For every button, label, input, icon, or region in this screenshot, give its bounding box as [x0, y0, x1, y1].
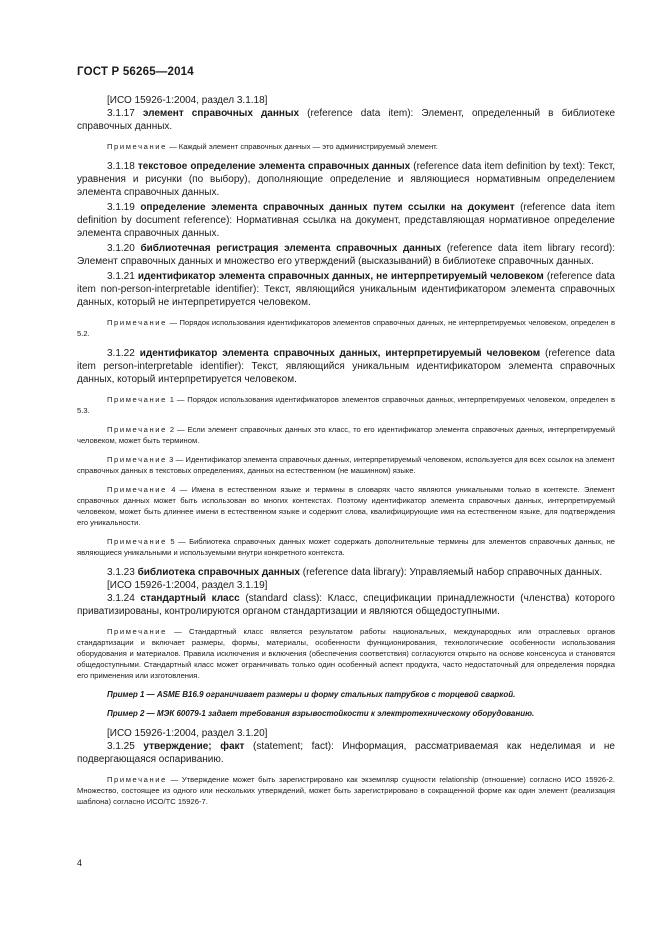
example: Пример 2 — МЭК 60079-1 задает требования взрывостойкости к электротехническому оборудованию. [107, 709, 535, 718]
note-text: — Каждый элемент справочных данных — это администрируемый элемент. [166, 142, 438, 151]
term-text: (standard class): Класс, спецификации принадлежности (членства) которого приватизированы, контролируются органом стандартизации и являются общедоступными. [77, 593, 615, 617]
term-text: (reference data item non-person-interpretable identifier): Текст, являющийся уникальным идентификатором элемента справочных данных, который не интерпретируется человеком. [77, 271, 615, 308]
note-label: Примечание [107, 537, 167, 546]
term-number: 3.1.23 [107, 567, 135, 578]
example: Пример 1 — ASME B16.9 ограничивает размеры и форму стальных патрубков с торцевой сваркой. [107, 690, 516, 699]
note [77, 774, 615, 807]
term-text: (reference data item library record): Элемент справочных данных и множество его утверждений (высказываний) в библиотеке справочных данных. [77, 243, 615, 267]
term-name: стандартный класс [140, 593, 240, 604]
note-text: — Утверждение может быть зарегистрировано как экземпляр сущности relationship (отношение) согласно ИСО 15926-2. Множество, состоящее из одного или нескольких утверждений, может быть зарегистрировано в сокращенной форме как один элемент (реализация шаблона) согласно ИСО/ТС 15926-7. [77, 775, 615, 806]
term-number: 3.1.20 [107, 243, 135, 254]
term-text: (reference data item definition by document reference): Нормативная ссылка на документ, представляющая нормативное определение элемента справочных данных. [77, 202, 616, 239]
term-number: 3.1.22 [107, 348, 135, 359]
note-text: 2 — Если элемент справочных данных это класс, то его идентификатор элемента справочных данных, интерпретируемый человеком, может быть термином. [77, 425, 615, 445]
note [77, 536, 615, 558]
page-number: 4 [77, 858, 83, 868]
term-text: (reference data library): Управляемый набор справочных данных. [299, 567, 603, 578]
source-reference: [ИСО 15926-1:2004, раздел 3.1.19] [107, 580, 268, 591]
note [77, 424, 615, 446]
term-text: (reference data item definition by text): Текст, уравнения и рисунки (по выбору), дополняющие определение и являющиеся нормативным определением элемента справочных данных. [77, 161, 615, 198]
term-name: библиотечная регистрация элемента справочных данных [140, 243, 442, 254]
note-label: Примечание [107, 775, 167, 784]
note-label: Примечание [107, 627, 167, 636]
source-reference: [ИСО 15926-1:2004, раздел 3.1.20] [107, 728, 268, 739]
note-text: 1 — Порядок использования идентификаторов элементов справочных данных, интерпретируемых человеком, определен в 5.3. [77, 395, 615, 415]
term-definition [77, 160, 615, 199]
note-text: 3 — Идентификатор элемента справочных данных, интерпретируемый человеком, используется для всех ссылок на элемент справочных данных в текстовых определениях, данных на естественном (не машинном) языке. [77, 455, 615, 475]
note-text: 5 — Библиотека справочных данных может содержать дополнительные термины для элементов справочных данных, не являющиеся уникальными и используемыми внутри конкретного контекста. [77, 537, 615, 557]
term-definition [77, 242, 615, 268]
term-name: утверждение; факт [143, 741, 245, 752]
term-name: идентификатор элемента справочных данных, интерпретируемый человеком [139, 348, 541, 359]
note-label: Примечание [107, 455, 167, 464]
note-label: Примечание [107, 395, 167, 404]
note-text: — Стандартный класс является результатом работы национальных, международных или отраслевых органов стандартизации и включает размеры, формы, материалы, особенности функционирования, технологические особенности использования оборудования и материалов. Правила исключения и включения (обеспечения соответствия) согласуются открыто на основе консенсуса и становятся общедоступными. Стандартный класс может ограничивать только один особенный аспект продукта, часто недостаточный для определения порядка его применения или изготовления. [77, 627, 615, 680]
term-number: 3.1.18 [107, 161, 135, 172]
note-text: — Порядок использования идентификаторов элементов справочных данных, не интерпретируемых человеком, определен в 5.2. [77, 318, 615, 338]
term-number: 3.1.24 [107, 593, 135, 604]
note [77, 317, 615, 339]
note-label: Примечание [107, 425, 167, 434]
page-header: ГОСТ Р 56265—2014 [77, 66, 194, 78]
term-number: 3.1.25 [107, 741, 135, 752]
term-name: идентификатор элемента справочных данных, не интерпретируемый человеком [137, 271, 544, 282]
term-name: библиотека справочных данных [137, 567, 300, 578]
page-content [77, 94, 615, 807]
note [77, 141, 615, 152]
note-label: Примечание [107, 485, 167, 494]
term-name: определение элемента справочных данных путем ссылки на документ [140, 202, 515, 213]
term-text: (reference data item): Элемент, определенный в библиотеке справочных данных. [77, 108, 616, 132]
term-definition [77, 566, 615, 579]
note-label: Примечание [107, 142, 167, 151]
term-number: 3.1.17 [107, 108, 135, 119]
term-definition [77, 347, 615, 386]
term-definition [77, 201, 615, 240]
note [77, 484, 615, 528]
term-number: 3.1.21 [107, 271, 135, 282]
note-label: Примечание [107, 318, 167, 327]
note-text: 4 — Имена в естественном языке и термины в словарях часто являются уникальными только в контексте. Элемент справочных данных может быть использован во многих контекстах. Поэтому идентификатор элемента справочных данных, интерпретируемый человеком, может быть длиннее имени в естественном языке и содержит слова, квалифицирующие имя на естественном языке, для подтверждения его уникальности. [77, 485, 615, 527]
term-name: текстовое определение элемента справочных данных [137, 161, 411, 172]
source-reference: [ИСО 15926-1:2004, раздел 3.1.18] [107, 95, 268, 106]
note [77, 394, 615, 416]
term-definition [77, 107, 615, 133]
term-definition [77, 592, 615, 618]
term-name: элемент справочных данных [142, 108, 300, 119]
term-definition [77, 740, 615, 766]
term-number: 3.1.19 [107, 202, 135, 213]
note [77, 454, 615, 476]
term-text: (reference data item person-interpretable identifier): Текст, являющийся уникальным идентификатором элемента справочных данных, который интерпретируется человеком. [77, 348, 615, 385]
term-text: (statement; fact): Информация, рассматриваемая как неделимая и не подвергающаяся оспариванию. [77, 741, 615, 765]
term-definition [77, 270, 615, 309]
note [77, 626, 615, 681]
